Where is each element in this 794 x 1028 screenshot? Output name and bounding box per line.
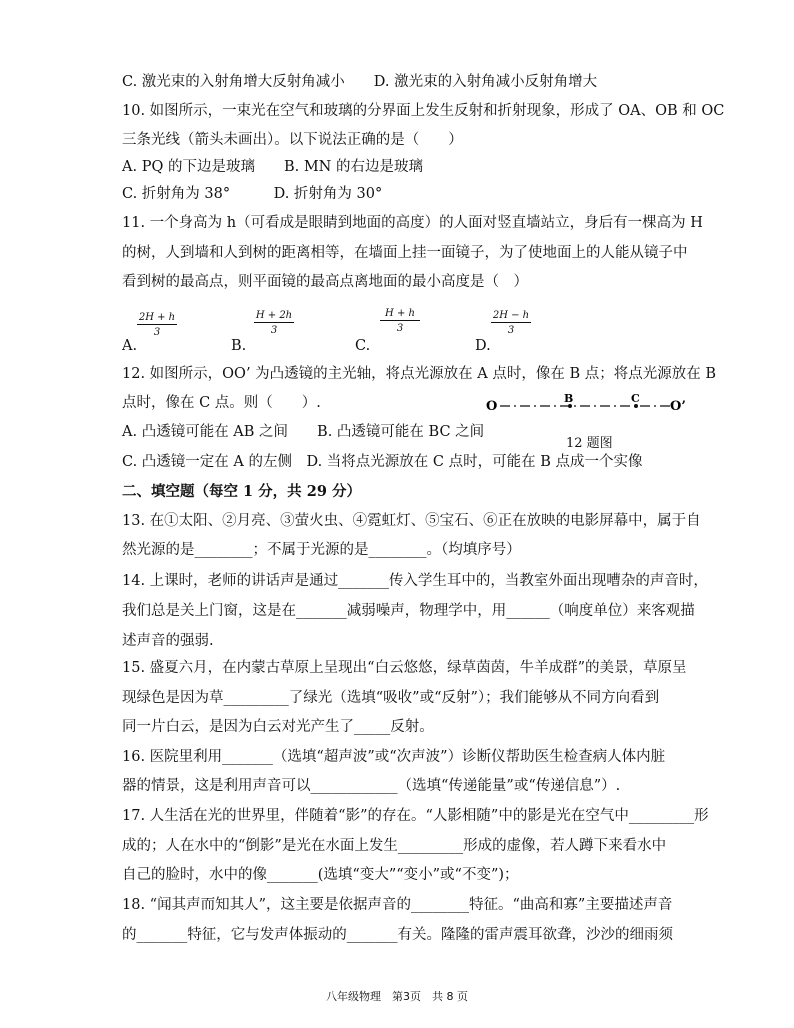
q11-line3: 看到树的最高点，则平面镜的最高点离地面的最小高度是（ ） bbox=[122, 274, 528, 290]
q11-option-c-numerator: H + h bbox=[380, 308, 420, 321]
axis-label-o-prime: O’ bbox=[670, 399, 686, 414]
q18-line2: 的_______特征，它与发声体振动的_______有关。隆隆的雷声震耳欲聋，沙沙的细雨须 bbox=[122, 927, 673, 943]
q11-option-a-numerator: 2H + h bbox=[138, 312, 176, 323]
q11-option-d-fraction bbox=[491, 310, 531, 336]
axis-label-b: B bbox=[564, 394, 574, 405]
q11-option-b-label: B. bbox=[231, 338, 247, 354]
q11-option-b-fraction bbox=[254, 310, 294, 336]
axis-label-c: C bbox=[631, 394, 640, 405]
q11-option-d-numerator: 2H − h bbox=[492, 310, 530, 321]
q11-option-c-label: C. bbox=[355, 338, 371, 354]
q12-figure-caption: 12 题图 bbox=[566, 436, 613, 451]
q13-line1: 13. 在①太阳、②月亮、③萤火虫、④霓虹灯、⑤宝石、⑥正在放映的电影屏幕中，属于自 bbox=[122, 513, 701, 529]
q10-line2: 三条光线（箭头未画出）。以下说法正确的是（ ） bbox=[122, 132, 463, 148]
q11-line1: 11. 一个身高为 h（可看成是眼睛到地面的高度）的人面对竖直墙站立，身后有一棵高为 H bbox=[122, 215, 703, 231]
q16-line1: 16. 医院里利用_______（选填“超声波”或“次声波”）诊断仪帮助医生检查病人体内脏 bbox=[122, 749, 666, 765]
q11-option-c-denominator: 3 bbox=[396, 323, 404, 334]
q11-option-a-label: A. bbox=[122, 338, 138, 354]
q11-option-c-fraction bbox=[380, 308, 420, 334]
q15-line1: 15. 盛夏六月，在内蒙古草原上呈现出“白云悠悠，绿草茵茵，牛羊成群”的美景，草原呈 bbox=[122, 660, 687, 676]
q14-line3: 述声音的强弱. bbox=[122, 633, 214, 649]
q10-options-ab: A. PQ 的下边是玻璃 B. MN 的右边是玻璃 bbox=[122, 159, 423, 175]
q12-optical-axis-figure bbox=[486, 394, 696, 418]
q17-line2: 成的；人在水中的“倒影”是光在水面上发生_________形成的虚像，若人蹲下来看水中 bbox=[122, 838, 667, 854]
q12-options-ab: A. 凸透镜可能在 AB 之间 B. 凸透镜可能在 BC 之间 bbox=[122, 424, 485, 440]
q14-line2: 我们总是关上门窗，这是在_______减弱噪声，物理学中，用______（响度单位）来客观描 bbox=[122, 603, 695, 619]
q10-options-cd: C. 折射角为 38° D. 折射角为 30° bbox=[122, 186, 383, 202]
q9-options-cd: C. 激光束的入射角增大反射角减小 D. 激光束的入射角减小反射角增大 bbox=[122, 74, 598, 90]
q11-option-d-label: D. bbox=[475, 338, 491, 354]
q17-line1: 17. 人生活在光的世界里，伴随着“影”的存在。“人影相随”中的影是光在空气中_________形 bbox=[122, 808, 709, 824]
q13-line2: 然光源的是________；不属于光源的是________。（均填序号） bbox=[122, 542, 521, 558]
q14-line1: 14. 上课时，老师的讲话声是通过_______传入学生耳中的，当教室外面出现嘈杂的声音时， bbox=[122, 573, 708, 589]
q11-line2: 的树，人到墙和人到树的距离相等，在墙面上挂一面镜子，为了使地面上的人能从镜子中 bbox=[122, 245, 688, 261]
q11-option-b-numerator: H + 2h bbox=[255, 310, 293, 321]
q11-option-b-denominator: 3 bbox=[270, 325, 278, 336]
axis-label-o: O bbox=[486, 399, 498, 414]
q15-line2: 现绿色是因为草_________了绿光（选填“吸收”或“反射”）；我们能够从不同方向看到 bbox=[122, 690, 660, 706]
q11-option-a-denominator: 3 bbox=[153, 327, 161, 338]
q17-line3: 自己的脸时，水中的像_______(选填“变大”“变小”或“不变”)； bbox=[122, 867, 519, 883]
q12-line1: 12. 如图所示，OO’ 为凸透镜的主光轴，将点光源放在 A 点时，像在 B 点；将点光源放在 B bbox=[122, 366, 716, 382]
q10-line1: 10. 如图所示，一束光在空气和玻璃的分界面上发生反射和折射现象，形成了 OA、OB 和 OC bbox=[122, 103, 725, 119]
q12-line2: 点时，像在 C 点。则（ ）. bbox=[122, 395, 321, 411]
q12-options-cd: C. 凸透镜一定在 A 的左侧 D. 当将点光源放在 C 点时，可能在 B 点成一个实像 bbox=[122, 454, 643, 470]
q18-line1: 18. “闻其声而知其人”，这主要是依据声音的________特征。“曲高和寡”主要描述声音 bbox=[122, 897, 673, 913]
q15-line3: 同一片白云，是因为白云对光产生了_____反射。 bbox=[122, 719, 434, 735]
q11-option-d-denominator: 3 bbox=[507, 325, 515, 336]
q16-line2: 器的情景，这是利用声音可以____________（选填“传递能量”或“传递信息”）. bbox=[122, 778, 621, 794]
q11-option-a-fraction bbox=[137, 312, 177, 338]
section-2-heading: 二、填空题（每空 1 分，共 29 分） bbox=[122, 483, 361, 500]
page-footer: 八年级物理 第3页 共 8 页 bbox=[326, 990, 468, 1003]
